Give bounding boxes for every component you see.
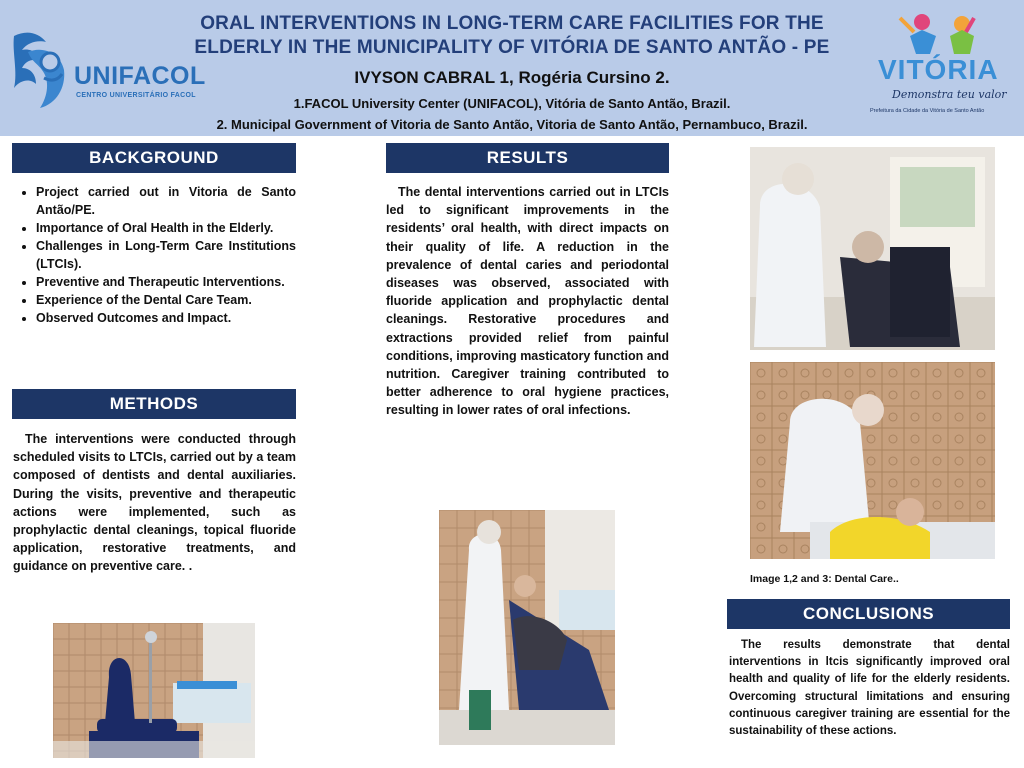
vitoria-logo-slogan: Demonstra teu valor: [892, 88, 1007, 101]
image-caption: Image 1,2 and 3: Dental Care..: [750, 573, 899, 585]
vitoria-logo-subtext: Prefeitura da Cidade da Vitória de Santo Antão: [870, 108, 985, 114]
background-item: • Preventive and Therapeutic Interventions.: [36, 273, 296, 291]
dental-care-photo-1: [750, 147, 995, 350]
title-line-2: ELDERLY IN THE MUNICIPALITY OF VITÓRIA DE SANTO ANTÃO - PE: [194, 37, 830, 58]
vitoria-logo: [870, 6, 1010, 122]
dental-care-photo-2: [750, 362, 995, 559]
authors: IVYSON CABRAL 1, Rogéria Cursino 2.: [354, 68, 670, 87]
background-item: • Project carried out in Vitoria de Santo Antão/PE.: [36, 183, 296, 219]
background-item: • Importance of Oral Health in the Elderly.: [36, 219, 296, 237]
results-text: The dental interventions carried out in LTCIs led to significant improvements in the residents’ oral health, with direct impacts on their quality of life. A reduction in the prevalence of dental caries and periodontal diseases was observed, associated with fluoride application and prophylactic dental cleanings. Restorative procedures and extractions provided relief from painful conditions, improving masticatory function and nutrition. Caregiver training contributed to better adherence to oral hygiene practices, resulting in lower rates of oral infections.: [386, 185, 669, 418]
conclusions-heading: CONCLUSIONS: [727, 599, 1010, 629]
dental-chair-photo: [53, 623, 255, 758]
background-item: • Challenges in Long-Term Care Institutions (LTCIs).: [36, 237, 296, 273]
vitoria-logo-text: VITÓRIA: [878, 54, 999, 85]
dental-care-photo-3: [439, 510, 615, 745]
methods-text: The interventions were conducted through scheduled visits to LTCIs, carried out by a team composed of dentists and dental auxiliaries. During the visits, preventive and therapeutic actions were implemented, such as prophylactic dental cleanings, topical fluoride application, restorative treatments, and guidance on preventive care. .: [13, 432, 296, 574]
title-line-1: ORAL INTERVENTIONS IN LONG-TERM CARE FACILITIES FOR THE: [200, 13, 824, 34]
unifacol-logo-text: UNIFACOL: [74, 62, 206, 90]
background-list: [14, 183, 296, 327]
methods-heading: METHODS: [12, 389, 296, 419]
background-item: • Observed Outcomes and Impact.: [36, 309, 296, 327]
affiliation-1: 1.FACOL University Center (UNIFACOL), Vitória de Santo Antão, Brazil.: [293, 96, 731, 111]
unifacol-logo-subtext: CENTRO UNIVERSITÁRIO FACOL: [76, 92, 196, 99]
results-heading: RESULTS: [386, 143, 669, 173]
background-heading: BACKGROUND: [12, 143, 296, 173]
affiliation-2: 2. Municipal Government of Vitoria de Santo Antão, Vitoria de Santo Antão, Pernambuco, Brazil.: [216, 117, 808, 132]
conclusions-text: The results demonstrate that dental interventions in ltcis significantly improved oral health and quality of life for the elderly residents. Overcoming structural limitations and ensuring continuous caregiver training are essential for the sustainability of these actions.: [729, 639, 1010, 738]
background-item: • Experience of the Dental Care Team.: [36, 291, 296, 309]
poster-title: [180, 12, 844, 60]
